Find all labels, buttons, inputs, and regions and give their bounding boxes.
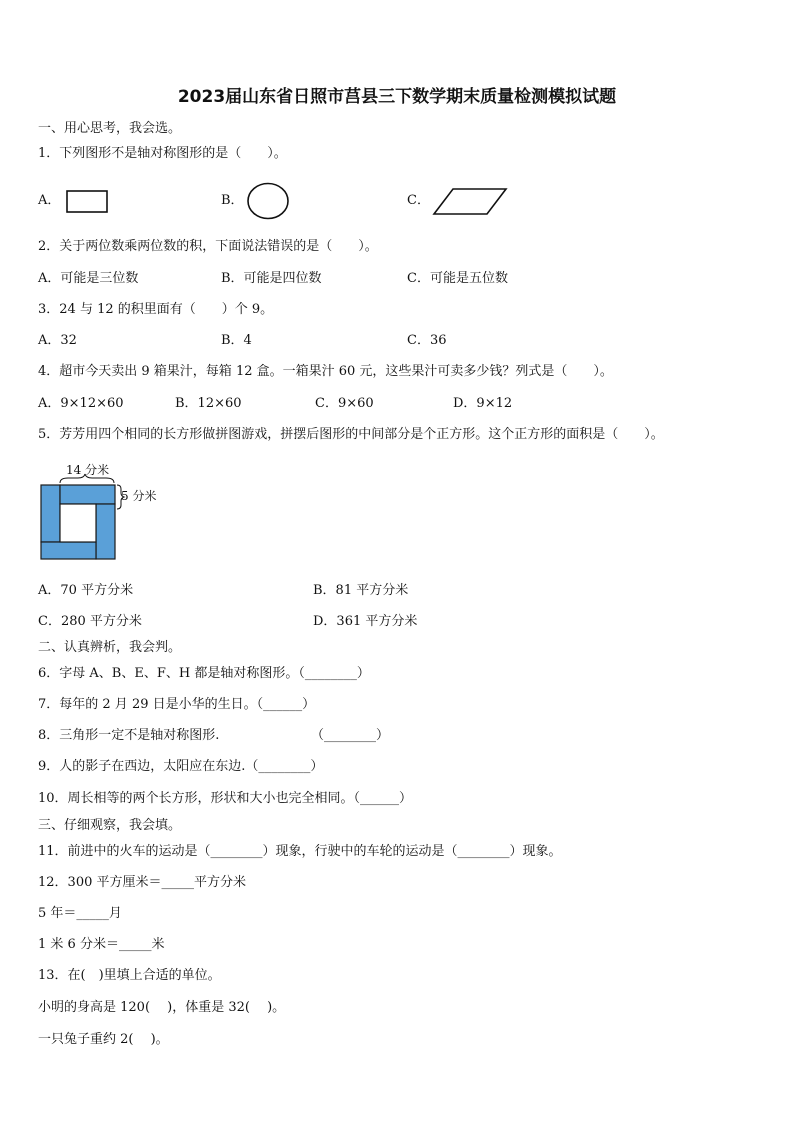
section-1-heading: 一、用心思考，我会选。 (38, 121, 182, 136)
question-9: 9．人的影子在西边，太阳应在东边.（________） (38, 759, 324, 774)
q1-option-c-label: C． (407, 193, 430, 208)
question-12-part-b: 5 年＝_____月 (38, 906, 122, 921)
question-7: 7．每年的 2 月 29 日是小华的生日。（______） (38, 697, 316, 712)
question-4: 4．超市今天卖出 9 箱果汁，每箱 12 盒。一箱果汁 60 元，这些果汁可卖多少钱？列式是（ ）。 (38, 364, 613, 379)
q3-option-b: B．4 (221, 333, 252, 348)
question-12-part-a: 12．300 平方厘米＝_____平方分米 (38, 875, 246, 890)
question-12-part-c: 1 米 6 分米＝_____米 (38, 937, 165, 952)
question-3: 3．24 与 12 的积里面有（ ）个 9。 (38, 302, 274, 317)
question-8: 8．三角形一定不是轴对称图形. (38, 728, 220, 743)
question-10: 10．周长相等的两个长方形，形状和大小也完全相同。（______） (38, 791, 413, 806)
parallelogram-shape-icon (433, 188, 509, 216)
q4-option-b: B．12×60 (175, 396, 242, 411)
q1-option-b-label: B． (221, 193, 244, 208)
q5-top-dimension-label: 14 分米 (66, 463, 110, 477)
section-2-heading: 二、认真辨析，我会判。 (38, 640, 182, 655)
q3-option-a: A．32 (38, 333, 77, 348)
q3-option-c: C．36 (407, 333, 447, 348)
rectangle-shape-icon (66, 190, 108, 214)
q5-option-c: C．280 平方分米 (38, 614, 142, 629)
q4-option-d: D．9×12 (453, 396, 513, 411)
q2-option-c: C．可能是五位数 (407, 271, 508, 286)
q4-option-c: C．9×60 (315, 396, 374, 411)
q5-option-d: D．361 平方分米 (313, 614, 418, 629)
question-11: 11．前进中的火车的运动是（________）现象，行驶中的车轮的运动是（________）现象。 (38, 844, 562, 859)
q5-square-puzzle-figure (38, 474, 122, 562)
section-3-heading: 三、仔细观察，我会填。 (38, 818, 182, 833)
question-1: 1．下列图形不是轴对称图形的是（ ）。 (38, 146, 287, 161)
q5-option-b: B．81 平方分米 (313, 583, 409, 598)
q2-option-b: B．可能是四位数 (221, 271, 322, 286)
q4-option-a: A．9×12×60 (38, 396, 124, 411)
q5-option-a: A．70 平方分米 (38, 583, 134, 598)
question-2: 2．关于两位数乘两位数的积，下面说法错误的是（ ）。 (38, 239, 378, 254)
question-6: 6．字母 A、B、E、F、H 都是轴对称图形。（________） (38, 666, 370, 681)
page-title: 2023届山东省日照市莒县三下数学期末质量检测模拟试题 (177, 87, 617, 107)
question-13-part-b: 一只兔子重约 2( )。 (38, 1032, 169, 1047)
q5-side-dimension-label: 5 分米 (121, 489, 157, 503)
circle-shape-icon (247, 182, 291, 220)
question-13: 13．在( )里填上合适的单位。 (38, 968, 221, 983)
q1-option-a-label: A． (38, 193, 61, 208)
question-13-part-a: 小明的身高是 120( )，体重是 32( )。 (38, 1000, 286, 1015)
q2-option-a: A．可能是三位数 (38, 271, 139, 286)
question-8-answer-blank[interactable]: （________） (311, 728, 390, 743)
question-5: 5．芳芳用四个相同的长方形做拼图游戏，拼摆后图形的中间部分是个正方形。这个正方形的面积是（ ）。 (38, 427, 664, 442)
